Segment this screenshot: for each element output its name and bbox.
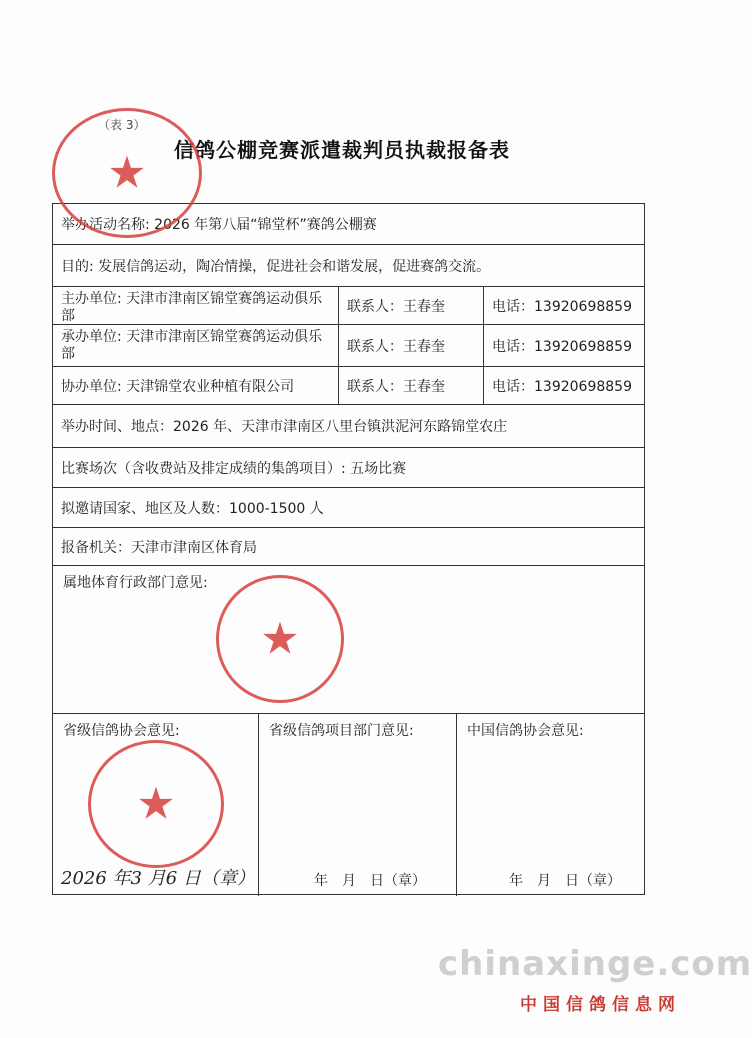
club-seal-icon: ★ bbox=[52, 108, 202, 238]
pigeon-assoc-seal-icon: ★ bbox=[88, 740, 224, 868]
invite-row bbox=[53, 487, 644, 527]
filing: 报备机关：天津市津南区体育局 bbox=[61, 539, 257, 556]
races-row bbox=[53, 447, 644, 487]
contact-co: 联系人：王春奎 bbox=[347, 378, 445, 395]
invite: 拟邀请国家、地区及人数：1000-1500 人 bbox=[61, 500, 324, 517]
dept-date: 年 月 日（章） bbox=[314, 873, 426, 889]
china-date: 年 月 日（章） bbox=[509, 873, 621, 889]
contact-host: 联系人：王春奎 bbox=[347, 298, 445, 315]
org-co: 协办单位: 天津锦堂农业种植有限公司 bbox=[61, 378, 295, 395]
purpose-row bbox=[53, 244, 644, 286]
provincial-dept-cell bbox=[258, 714, 456, 896]
sports-bureau-seal-icon: ★ bbox=[216, 575, 344, 703]
site-watermark-cn: 中国信鸽信息网 bbox=[520, 995, 681, 1015]
china-assoc-cell bbox=[456, 714, 646, 896]
contact-organizer: 联系人：王春奎 bbox=[347, 338, 445, 355]
sports-opinion-row bbox=[53, 565, 644, 713]
event-name: 举办活动名称: 2026 年第八届“锦堂杯”赛鸽公棚赛 bbox=[61, 217, 377, 233]
phone-organizer: 电话：13920698859 bbox=[492, 338, 632, 355]
org-row-organizer bbox=[53, 324, 644, 366]
filing-row bbox=[53, 527, 644, 565]
purpose: 目的: 发展信鸽运动，陶冶情操，促进社会和谐发展，促进赛鸽交流。 bbox=[61, 258, 491, 275]
page-title: 信鸽公棚竞赛派遣裁判员执裁报备表 bbox=[174, 138, 510, 162]
org-row-host bbox=[53, 286, 644, 324]
provincial-assoc-label: 省级信鸽协会意见: bbox=[63, 723, 180, 739]
site-watermark: chinaxinge.com bbox=[438, 944, 752, 984]
phone-co: 电话：13920698859 bbox=[492, 378, 632, 395]
form-number-note: （表 3） bbox=[98, 118, 146, 132]
org-host: 主办单位: 天津市津南区锦堂赛鸽运动俱乐部 bbox=[61, 291, 323, 324]
signed-date: 2026 年3 月6 日（章） bbox=[61, 868, 255, 889]
sports-opinion-label: 属地体育行政部门意见: bbox=[63, 575, 208, 591]
time-place: 举办时间、地点：2026 年、天津市津南区八里台镇洪泥河东路锦堂农庄 bbox=[61, 419, 508, 435]
china-assoc-label: 中国信鸽协会意见: bbox=[467, 723, 584, 739]
provincial-dept-label: 省级信鸽项目部门意见: bbox=[269, 723, 414, 739]
phone-host: 电话：13920698859 bbox=[492, 298, 632, 315]
races: 比赛场次（含收费站及排定成绩的集鸽项目）: 五场比赛 bbox=[61, 460, 407, 477]
time-place-row bbox=[53, 404, 644, 447]
org-row-co bbox=[53, 366, 644, 404]
org-organizer: 承办单位: 天津市津南区锦堂赛鸽运动俱乐部 bbox=[61, 329, 323, 362]
